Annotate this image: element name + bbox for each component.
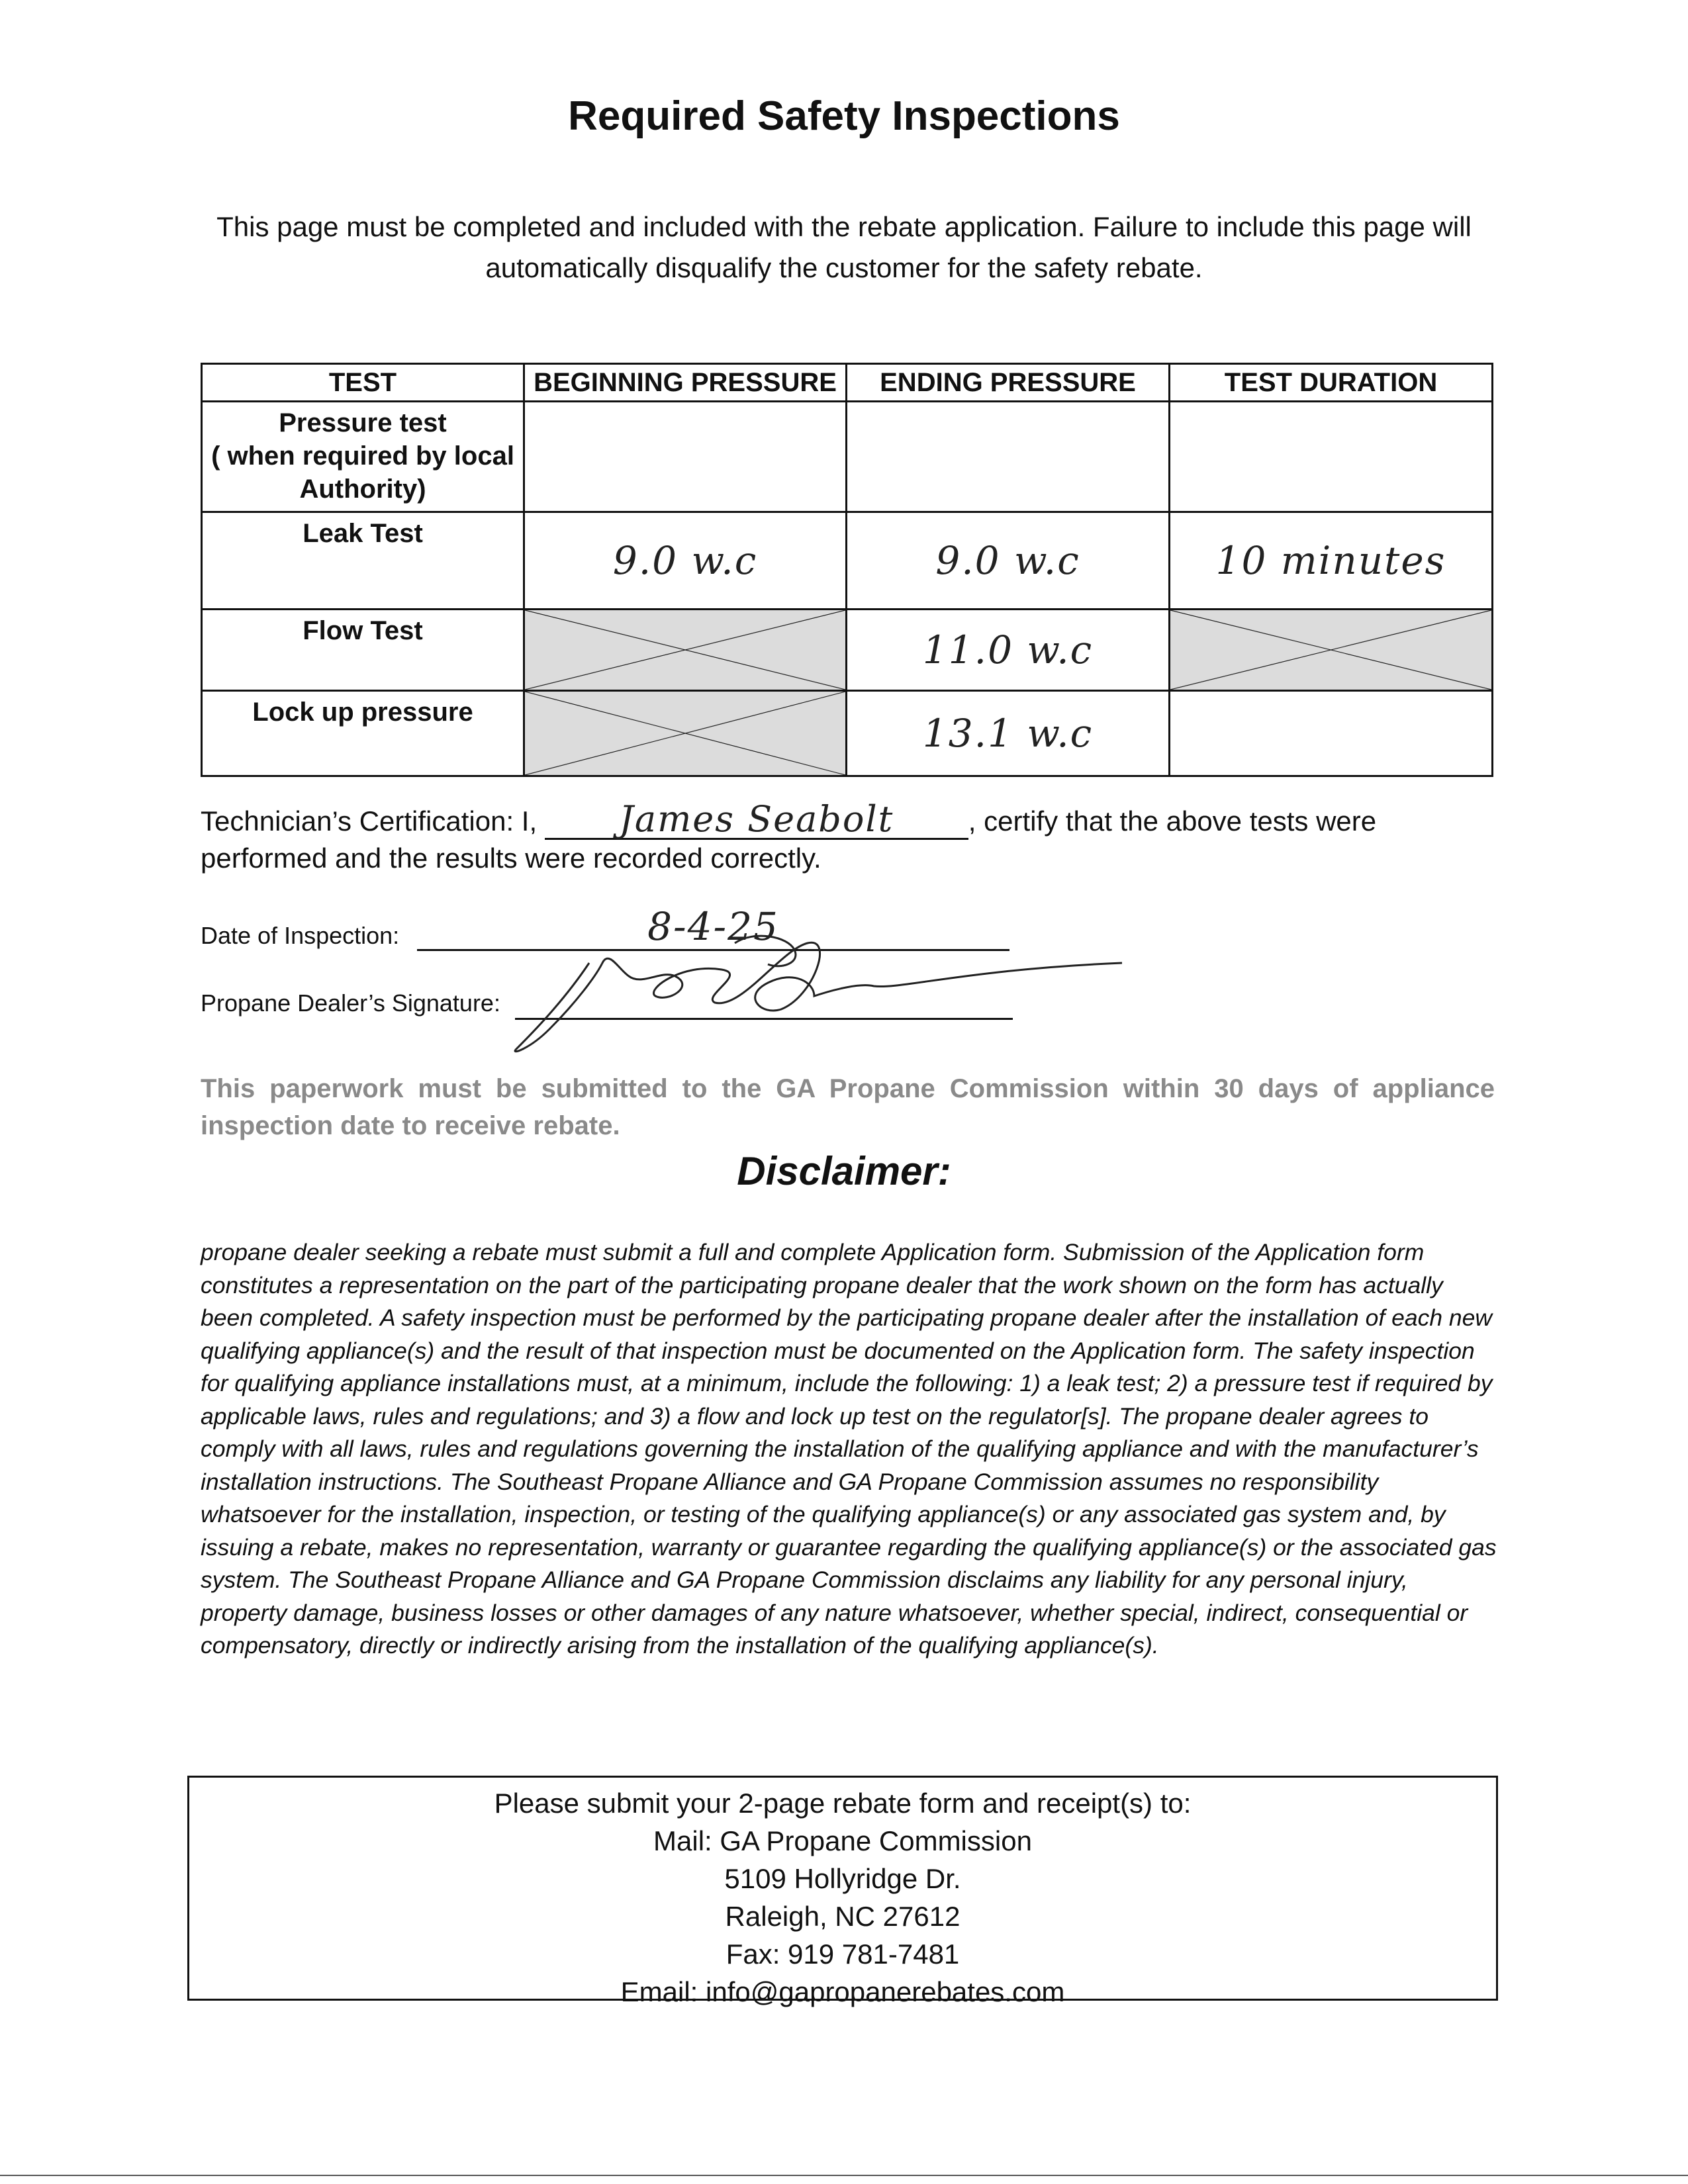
submit-email[interactable]: Email: info@gapropanerebates.com <box>620 1976 1065 2007</box>
dealer-signature-label: Propane Dealer’s Signature: <box>201 989 500 1017</box>
test-duration-cell[interactable] <box>1170 402 1493 512</box>
technician-name-field[interactable] <box>545 798 968 840</box>
inspection-table <box>201 363 1493 777</box>
cross-out-icon <box>525 692 845 775</box>
certification-prefix: Technician’s Certification: I, <box>201 805 545 837</box>
row-label: Flow Test <box>202 610 524 691</box>
submit-fax: Fax: 919 781-7481 <box>726 1938 960 1970</box>
intro-line-2: automatically disqualify the customer for the safety rebate. <box>485 252 1203 283</box>
row-label-line: Pressure test <box>279 408 447 437</box>
beginning-pressure-cell[interactable] <box>524 402 847 512</box>
submit-street: 5109 Hollyridge Dr. <box>724 1863 961 1894</box>
not-applicable-cell <box>524 691 847 776</box>
cross-out-icon <box>1170 610 1491 690</box>
date-of-inspection-label: Date of Inspection: <box>201 922 400 949</box>
submit-city: Raleigh, NC 27612 <box>725 1901 961 1932</box>
handwritten-value: 11.0 w.c <box>922 627 1094 672</box>
table-row-flow-test <box>202 610 1493 691</box>
row-label: Leak Test <box>202 512 524 610</box>
table-row-lock-up-pressure <box>202 691 1493 776</box>
header-test-duration: TEST DURATION <box>1170 364 1493 402</box>
ending-pressure-cell[interactable] <box>847 691 1170 776</box>
ending-pressure-cell[interactable] <box>847 512 1170 610</box>
submit-mail: Mail: GA Propane Commission <box>653 1825 1032 1856</box>
table-row-pressure-test <box>202 402 1493 512</box>
test-duration-cell[interactable] <box>1170 512 1493 610</box>
date-of-inspection-value: 8-4-25 <box>647 904 779 949</box>
technician-certification <box>201 798 1498 877</box>
ending-pressure-cell[interactable] <box>847 402 1170 512</box>
row-label <box>202 402 524 512</box>
certification-suffix: , certify that the above tests were <box>968 805 1377 837</box>
certification-line-2: performed and the results were recorded correctly. <box>201 842 821 874</box>
ending-pressure-cell[interactable] <box>847 610 1170 691</box>
page-title: Required Safety Inspections <box>568 93 1120 139</box>
row-label: Lock up pressure <box>202 691 524 776</box>
not-applicable-cell <box>524 610 847 691</box>
table-row-leak-test <box>202 512 1493 610</box>
handwritten-value: 10 minutes <box>1215 538 1446 583</box>
row-label-line: Authority) <box>299 475 426 504</box>
submission-deadline-notice: This paperwork must be submitted to the GA Propane Commission within 30 days of appliance inspection date to receive rebate. <box>201 1074 1495 1140</box>
submit-heading: Please submit your 2-page rebate form and receipt(s) to: <box>494 1788 1192 1819</box>
intro-text <box>199 206 1489 289</box>
page-bottom-rule <box>0 2175 1688 2176</box>
handwritten-value: 9.0 w.c <box>612 538 758 583</box>
not-applicable-cell <box>1170 610 1493 691</box>
technician-name-value: James Seabolt <box>619 798 894 840</box>
dealer-signature-icon <box>503 923 1132 1062</box>
certification-line-1 <box>201 798 1498 840</box>
submission-info-box <box>187 1776 1498 2007</box>
disclaimer-text: propane dealer seeking a rebate must submit a full and complete Application form. Submission of the Application form constitutes a representation on the part of the participating propane dealer that the work shown on the form has actually been completed. A safety inspection must be performed by the participating propane dealer after the installation of each new qualifying appliance(s) and the result of that inspection must be documented on the Application form. The safety inspection for qualifying appliance installations must, at a minimum, include the following: 1) a leak test; 2) a pressure test if required by applicable laws, rules and regulations; and 3) a flow and lock up test on the regulator[s]. The propane dealer agrees to comply with all laws, rules and regulations governing the installation of the qualifying appliance and with the manufacturer’s installation instructions. The Southeast Propane Alliance and GA Propane Commission assumes no responsibility whatsoever for the installation, inspection, or testing of the qualifying appliance(s) or any associated gas system and, by issuing a rebate, makes no representation, warranty or guarantee regarding the qualifying appliance(s) or the associated gas system. The Southeast Propane Alliance and GA Propane Commission disclaims any liability for any personal injury, property damage, business losses or other damages of any nature whatsoever, whether special, indirect, consequential or compensatory, directly or indirectly arising from the installation of the qualifying appliance(s). <box>201 1239 1497 1659</box>
header-beginning-pressure: BEGINNING PRESSURE <box>524 364 847 402</box>
intro-line-1: This page must be completed and included with the rebate application. Failure to include this page will <box>216 211 1472 242</box>
cross-out-icon <box>525 610 845 690</box>
beginning-pressure-cell[interactable] <box>524 512 847 610</box>
handwritten-value: 9.0 w.c <box>935 538 1080 583</box>
handwritten-value: 13.1 w.c <box>922 711 1094 756</box>
row-label-line: ( when required by local <box>211 441 514 471</box>
test-duration-cell[interactable] <box>1170 691 1493 776</box>
disclaimer-heading: Disclaimer: <box>737 1149 951 1193</box>
header-test: TEST <box>202 364 524 402</box>
table-header-row <box>202 364 1493 402</box>
header-ending-pressure: ENDING PRESSURE <box>847 364 1170 402</box>
